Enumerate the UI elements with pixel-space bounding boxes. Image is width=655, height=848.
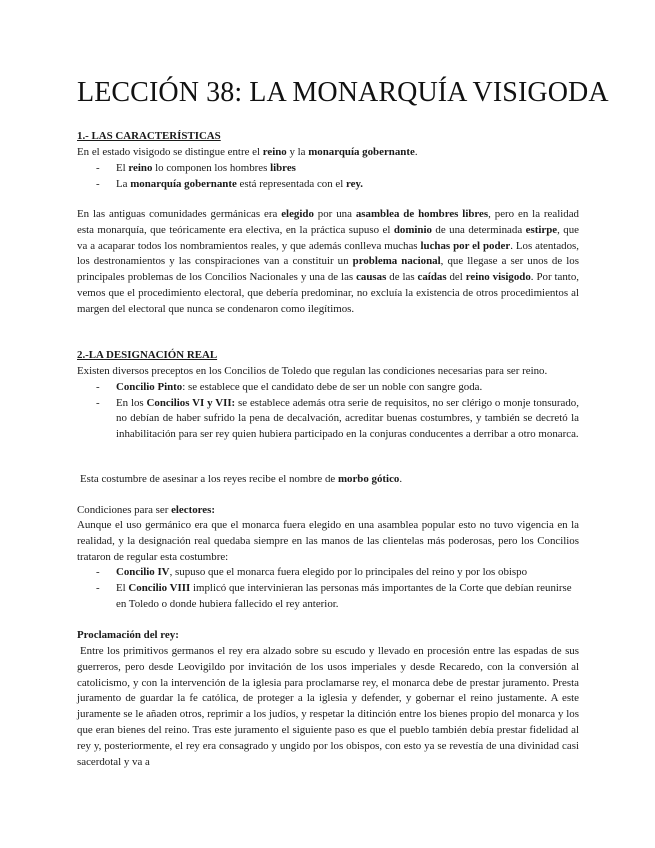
- paragraph-proclamacion: [77, 644, 579, 770]
- bold-text: estirpe: [525, 223, 558, 236]
- bullet-dash: -: [96, 177, 100, 190]
- text-run: .: [414, 146, 418, 158]
- text-run: , que va a acaparar todos los nombramientos reales, y que además conlleva muchas: [77, 223, 579, 252]
- text-run: está representada con el: [236, 177, 346, 190]
- bullet-dash: -: [96, 161, 100, 174]
- text-run: se establece además otra serie de requisitos, no ser clérigo o monje tonsurado, no debían de haber sufrido la pena de decalvación, acreditar buenas costumbres, y también se decretó la inhabilitación para ser rey quien hubiera participado en la conjuras conducentes a derribar a otro monarca.: [116, 396, 579, 441]
- text-run: , que llegase a ser unos de los principales problemas de los Concilios Nacionales y una de las: [77, 255, 579, 284]
- text-run: En las antiguas comunidades germánicas era: [77, 208, 282, 220]
- bold-text: rey.: [345, 177, 364, 190]
- text-run: del: [446, 271, 466, 284]
- text-run: El: [116, 582, 129, 595]
- list-item: [77, 565, 579, 581]
- text-run: Esta costumbre de asesinar a los reyes recibe el nombre de: [80, 473, 338, 485]
- bullet-list-caracteristicas: [77, 161, 579, 193]
- text-run: , supuso que el monarca fuera elegido por lo principales del reino y por los obispo: [169, 566, 528, 579]
- bullet-list-concilios: [77, 380, 579, 443]
- text-run: y la: [286, 146, 309, 158]
- bullet-dash: -: [96, 396, 100, 409]
- text-run: : se establece que el candidato debe de ser un noble con sangre goda.: [182, 380, 483, 393]
- text-run: , pero en la realidad esta monarquía, que teóricamente era electiva, en la práctica supuso el: [77, 208, 579, 236]
- text-run: Existen diversos preceptos en los Concilios de Toledo que regulan las condiciones necesarias para ser reino.: [77, 365, 548, 377]
- text-run: Aunque el uso germánico era que el monarca fuera elegido en una asamblea popular esto no tuvo vigencia en la realidad, y la designación real quedaba siempre en las manos de las clientelas más poderosas, pero los Concilios trataron de regular esta costumbre:: [77, 519, 579, 563]
- bold-text: Concilio Pinto: [116, 380, 183, 393]
- bold-text: electores:: [171, 504, 215, 516]
- list-item: [77, 380, 579, 396]
- section-body-electores: [77, 518, 579, 613]
- bold-text: elegido: [281, 208, 314, 220]
- bold-text: causas: [356, 271, 387, 284]
- bold-text: asamblea de hombres libres: [355, 208, 489, 220]
- paragraph-electores-lead: [77, 503, 579, 519]
- text-run: . Los atentados, los destronamientos y las conspiraciones van a constituir un: [77, 239, 579, 268]
- text-run: de las: [386, 271, 418, 284]
- list-item: [77, 161, 579, 177]
- bold-text: libres: [270, 161, 296, 174]
- text-run: .: [399, 473, 403, 485]
- text-run: por una: [313, 208, 356, 220]
- text-run: Entre los primitivos germanos el rey era alzado sobre su escudo y llevado en procesión entre las espadas de sus guerreros, pero desde Leovigildo por invitación de los usos imperiales y desde Recaredo, con la conversión al catolicismo, y con la intervención de la iglesia para proclamarse rey, el monarca debe de prestar juramento. Presta juramento de guardar la fe católica, de proteger a la iglesia y defender, y gobernar el reino justamente. A este juramente se le añaden otros, reprimir a los judíos, y respetar la ditinción entre los bienes propio del monarca y los que eran bienes del reino. Tras este juramento el siguiente paso es que el pueblo también debía prestar fidelidad al rey y, posteriormente, el rey era consagrado y ungido por los obispos, con esto ya se revestía de una divinidad casi sacerdotal y va a: [77, 645, 579, 768]
- section-intro-caracteristicas: [77, 145, 579, 192]
- text-run: de una determinada: [431, 223, 526, 236]
- bullet-dash: -: [96, 380, 100, 393]
- list-item: [77, 396, 579, 443]
- paragraph-morbo-gotico: [77, 472, 579, 488]
- bold-text: reino: [262, 146, 287, 158]
- section-body-designacion: [77, 364, 579, 443]
- bold-text: Concilios VI y VII:: [146, 396, 236, 409]
- text-run: implicó que intervinieran las personas más importantes de la Corte que debían reunirse en Toledo o donde hubiera fallecido el rey anterior.: [116, 582, 572, 610]
- bold-text: monarquía gobernante: [130, 177, 237, 190]
- list-item: [77, 581, 579, 613]
- bold-text: Concilio VIII: [128, 582, 191, 595]
- section-heading-caracteristicas: 1.- LAS CARACTERÍSTICAS: [77, 130, 221, 142]
- text-run: lo componen los hombres: [152, 161, 271, 174]
- text-run: En los: [116, 396, 147, 409]
- bold-text: reino visigodo: [465, 271, 531, 284]
- section-heading-proclamacion: Proclamación del rey:: [77, 629, 179, 641]
- bold-text: luchas por el poder: [420, 239, 511, 252]
- bullet-dash: -: [96, 582, 100, 595]
- bold-text: caídas: [417, 271, 447, 284]
- page-title: LECCIÓN 38: LA MONARQUÍA VISIGODA: [77, 77, 609, 108]
- text-run: La: [116, 177, 131, 190]
- paragraph-monarquia-electiva: [77, 207, 579, 318]
- text-run: Condiciones para ser: [77, 504, 172, 516]
- bold-text: morbo gótico: [337, 473, 400, 485]
- text-run: En el estado visigodo se distingue entre el: [77, 146, 263, 158]
- bullet-list-electores: [77, 565, 579, 612]
- paragraph: [77, 518, 579, 565]
- bold-text: reino: [128, 161, 153, 174]
- bold-text: dominio: [393, 223, 432, 236]
- text-run: . Por tanto, vemos que el procedimiento electoral, que debería predominar, no excluía la existencia de otros procedimientos al margen del electoral que nunca se condenaron como ilegítimos.: [77, 271, 580, 315]
- bold-text: monarquía gobernante: [308, 146, 415, 158]
- paragraph: [77, 145, 579, 161]
- bullet-dash: -: [96, 566, 100, 579]
- text-run: El: [116, 161, 129, 174]
- bold-text: Concilio IV: [116, 566, 170, 579]
- list-item: [77, 177, 579, 193]
- section-heading-designacion: 2.-LA DESIGNACIÓN REAL: [77, 349, 218, 361]
- bold-text: problema nacional: [352, 255, 441, 268]
- paragraph: [77, 364, 579, 380]
